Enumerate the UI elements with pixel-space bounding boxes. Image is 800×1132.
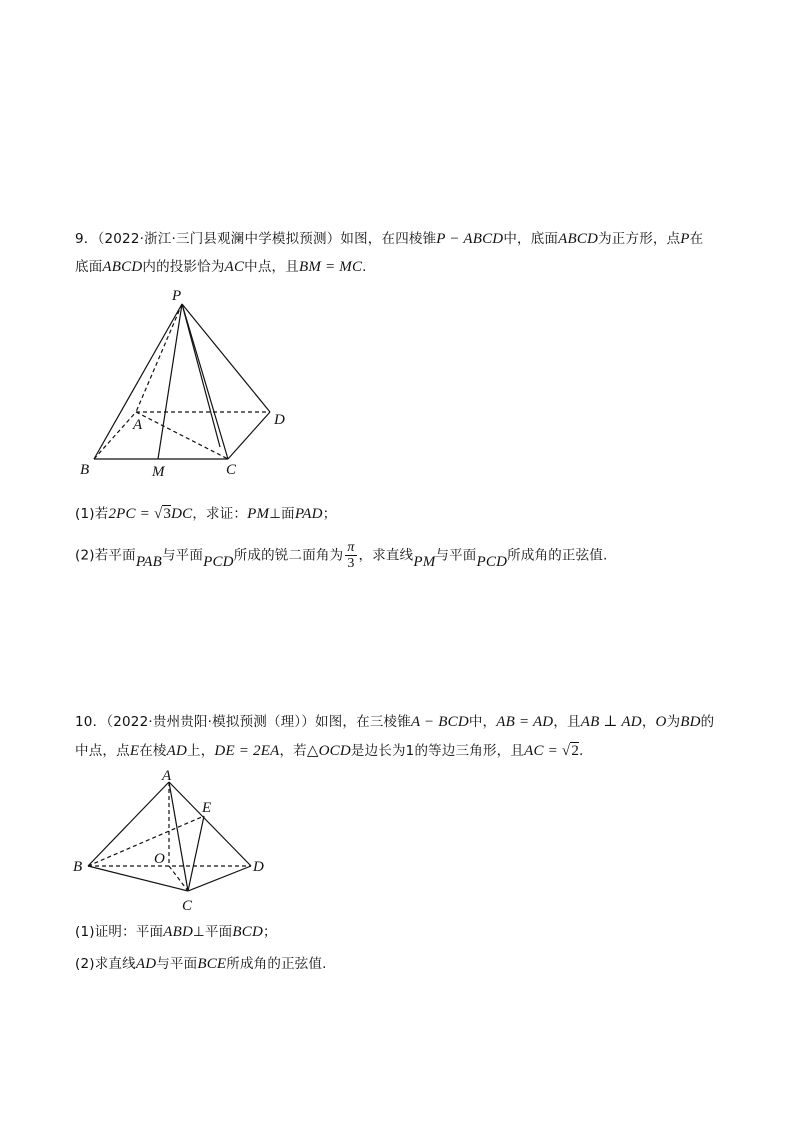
diag-ac xyxy=(136,412,228,459)
edge-ce xyxy=(188,816,204,891)
q10-bd: BD xyxy=(680,714,701,730)
q9-source: （2022·浙江·三门县观澜中学模拟预测） xyxy=(97,231,341,247)
q10-ac: AC = xyxy=(524,743,562,759)
q9-part2 xyxy=(75,540,608,571)
q10-text: ， xyxy=(641,714,656,730)
q9-pyramid: P − ABCD xyxy=(436,231,504,247)
q9-text: ； xyxy=(322,506,337,522)
q9-text: 内的投影恰为 xyxy=(142,259,225,275)
sqrt-radicand: 2 xyxy=(571,743,580,759)
q10-stem-line2 xyxy=(75,739,584,760)
q10-stem-line1 xyxy=(75,710,714,731)
edge-p-inner xyxy=(182,304,220,447)
q10-e: E xyxy=(129,743,140,759)
q10-ad: AD xyxy=(166,743,187,759)
q9-point-p: P xyxy=(680,231,690,247)
q9-part1-label: (1)若 xyxy=(75,506,109,522)
q9-number: 9． xyxy=(75,231,98,247)
q9-text: ，求直线 xyxy=(358,547,414,564)
q9-base: ABCD xyxy=(558,231,599,247)
edge-cd xyxy=(188,866,251,891)
edge-pd xyxy=(182,304,270,412)
q10-text: 与平面 xyxy=(156,956,198,972)
label-a: A xyxy=(133,417,143,433)
q9-text: ⊥面 xyxy=(269,506,295,522)
q10-de: DE = 2EA xyxy=(214,743,280,759)
q9-text: 与平面 xyxy=(161,547,204,564)
q10-text: 的 xyxy=(700,714,715,730)
frac-num: π xyxy=(347,540,355,555)
q9-part2-label: (2)若平面 xyxy=(75,547,136,564)
q10-number: 10． xyxy=(75,714,107,730)
edge-pm xyxy=(158,304,182,459)
q10-part2-ad: AD xyxy=(135,956,157,972)
q9-text: 与平面 xyxy=(435,547,477,564)
q10-text: ，若 xyxy=(279,743,307,759)
edge-pb xyxy=(94,304,182,459)
q10-text: 如图，在三棱锥 xyxy=(315,714,411,730)
q10-pyramid: A − BCD xyxy=(410,714,469,730)
q10-part1 xyxy=(75,920,277,941)
sqrt-2: √2 xyxy=(561,743,580,759)
q9-text: 所成角的正弦值. xyxy=(507,547,608,564)
q10-part2-label: (2)求直线 xyxy=(75,956,136,972)
label-d: D xyxy=(253,859,264,875)
q9-stem-line1 xyxy=(75,227,703,248)
q9-part2-pcd: PCD xyxy=(203,553,234,570)
q10-part1-bcd: BCD xyxy=(232,924,263,940)
label-o: O xyxy=(154,851,165,867)
q9-part2-pab: PAB xyxy=(135,553,162,570)
q9-text: 中点，且 xyxy=(244,259,299,275)
q9-part1-lhs: 2PC = xyxy=(108,506,154,522)
edge-ba xyxy=(94,412,136,459)
label-b: B xyxy=(80,462,90,478)
q10-triangle: △OCD xyxy=(306,743,351,759)
q9-text: . xyxy=(362,259,367,275)
frac-den: 3 xyxy=(347,556,355,571)
q10-text: ，且 xyxy=(553,714,581,730)
q10-o: O xyxy=(655,714,667,730)
q10-part1-abd: ABD xyxy=(163,924,193,940)
q9-base2: ABCD xyxy=(102,259,143,275)
label-a: A xyxy=(162,768,172,784)
label-d: D xyxy=(274,412,285,428)
q10-part2-bce: BCE xyxy=(197,956,227,972)
q9-part1 xyxy=(75,502,336,523)
label-e: E xyxy=(202,800,212,816)
sqrt-radicand: 3 xyxy=(163,506,172,522)
label-b: B xyxy=(73,859,83,875)
label-c: C xyxy=(226,462,237,478)
q10-text: ； xyxy=(262,924,277,940)
q9-ac: AC xyxy=(224,259,245,275)
q10-text: 是边长为1的等边三角形，且 xyxy=(350,743,525,759)
q10-perp: AB ⊥ AD xyxy=(580,714,642,730)
q10-text: 所成角的正弦值. xyxy=(226,956,327,972)
q9-text: 底面 xyxy=(75,259,103,275)
q10-source: （2022·贵州贵阳·模拟预测（理）） xyxy=(106,714,316,730)
q9-text: 为正方形，点 xyxy=(598,231,681,247)
q9-stem-line2 xyxy=(75,255,367,276)
q10-part1-label: (1)证明：平面 xyxy=(75,924,164,940)
q10-text: 为 xyxy=(666,714,681,730)
q10-text: 在棱 xyxy=(139,743,167,759)
q10-text: 中， xyxy=(468,714,497,730)
q9-part2-pcd2: PCD xyxy=(476,553,508,570)
edge-bc xyxy=(88,866,188,891)
q9-part1-pad: PAD xyxy=(294,506,323,522)
q9-text: 中，底面 xyxy=(503,231,559,247)
q10-text: 上， xyxy=(187,743,215,759)
edge-pa xyxy=(136,304,182,412)
q9-text: 所成的锐二面角为 xyxy=(233,547,344,564)
q9-part1-pm: PM xyxy=(247,506,270,522)
q10-text: 中点，点 xyxy=(75,743,130,759)
q9-part2-pm: PM xyxy=(413,553,436,570)
sqrt-3: √3 xyxy=(153,506,172,522)
edge-be xyxy=(88,816,204,866)
q9-condition: BM = MC xyxy=(298,259,363,275)
q9-text: ，求证： xyxy=(192,506,248,522)
fraction-pi-over-3 xyxy=(345,540,356,571)
edge-cd xyxy=(228,412,270,459)
label-c: C xyxy=(182,898,193,914)
q10-eq1: AB = AD xyxy=(496,714,554,730)
q10-part2 xyxy=(75,952,327,973)
label-m: M xyxy=(152,464,165,480)
q9-text: 在 xyxy=(689,231,704,247)
q10-text: ⊥平面 xyxy=(193,924,233,940)
q9-part1-rhs: DC xyxy=(171,506,193,522)
q9-pyramid-figure xyxy=(70,284,300,480)
q10-tetrahedron-figure xyxy=(68,764,278,914)
label-p: P xyxy=(172,288,182,304)
q10-text: . xyxy=(579,743,584,759)
q9-text: 如图，在四棱锥 xyxy=(340,231,437,247)
edge-pc xyxy=(182,304,228,459)
